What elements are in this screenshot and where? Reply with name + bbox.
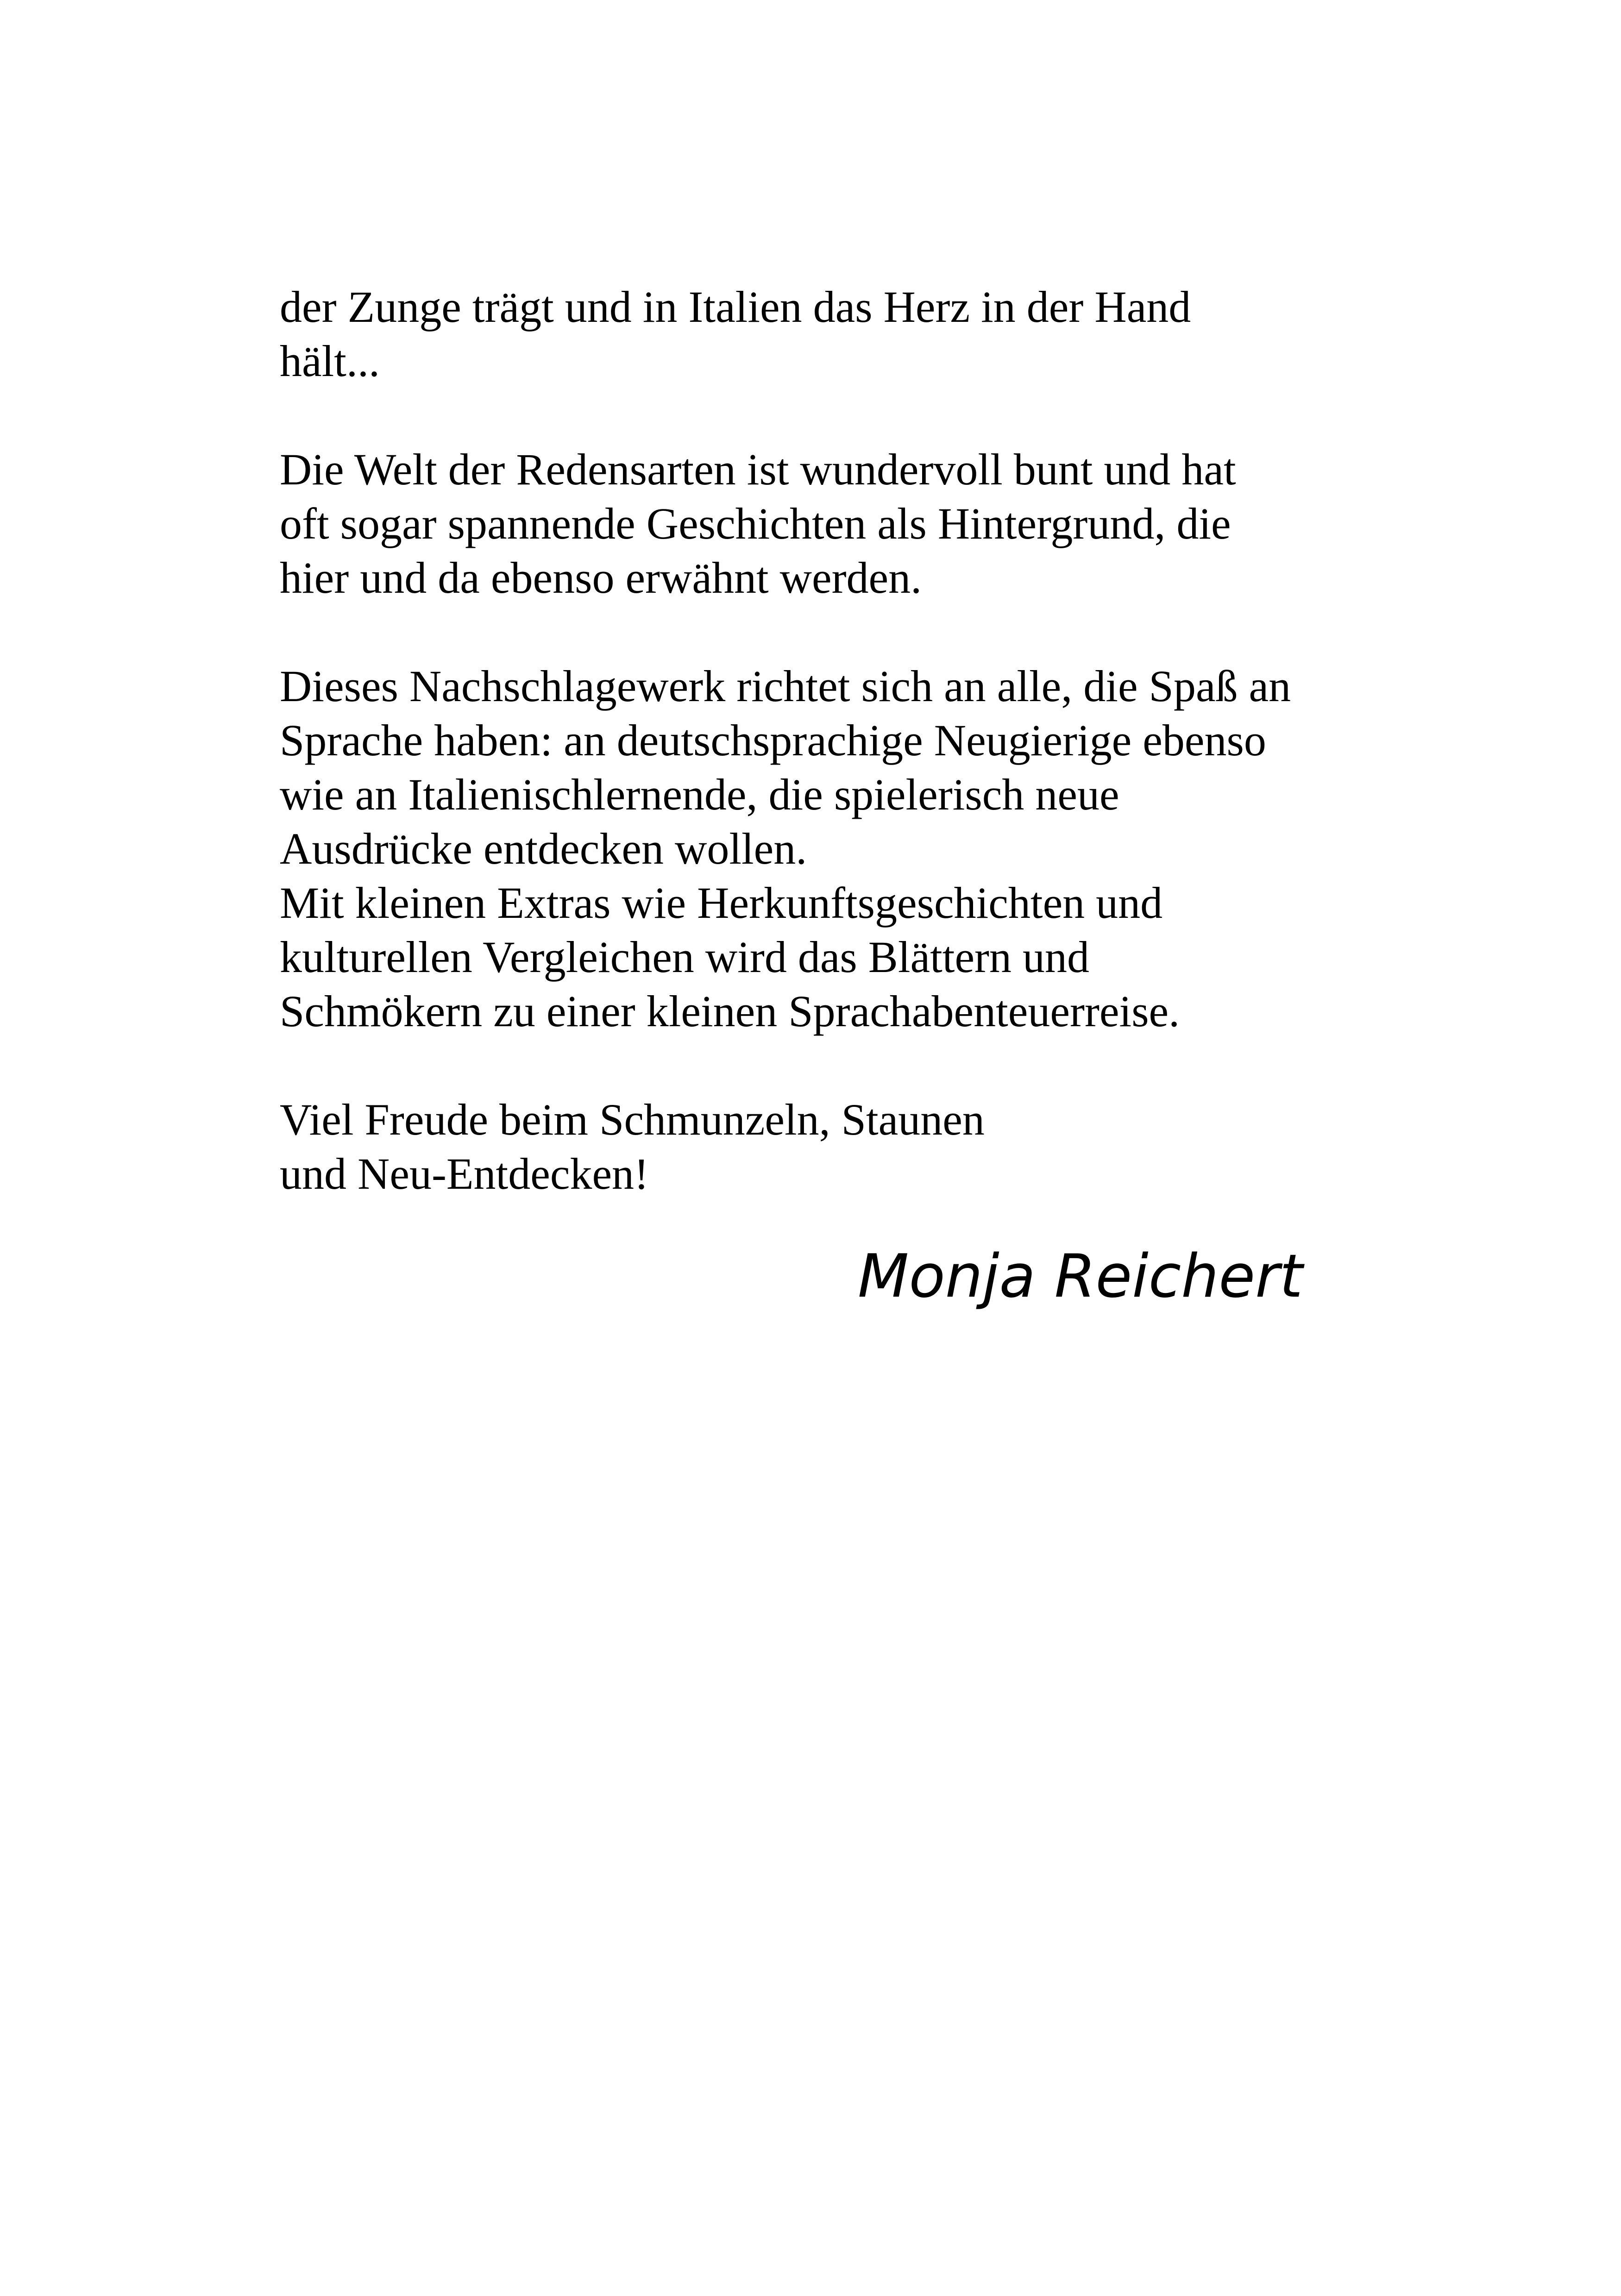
text-line: hält... [280, 336, 380, 386]
text-line: Mit kleinen Extras wie Herkunftsgeschichten und [280, 878, 1163, 928]
paragraph-gap [280, 605, 1391, 659]
paragraph-2 [280, 442, 1391, 605]
text-line: kulturellen Vergleichen wird das Blättern und [280, 932, 1090, 982]
paragraph-1 [280, 280, 1391, 388]
text-line: Die Welt der Redensarten ist wundervoll bunt und hat [280, 445, 1236, 494]
text-line: Dieses Nachschlagewerk richtet sich an alle, die Spaß an [280, 661, 1291, 711]
text-line: wie an Italienischlernende, die spielerisch neue [280, 770, 1119, 819]
text-line: und Neu-Entdecken! [280, 1149, 649, 1198]
paragraph-3 [280, 659, 1391, 1038]
paragraph-gap [280, 1038, 1391, 1092]
text-line: Sprache haben: an deutschsprachige Neugierige ebenso [280, 715, 1266, 765]
paragraph-4 [280, 1092, 1391, 1201]
text-line: Viel Freude beim Schmunzeln, Staunen [280, 1095, 985, 1144]
author-signature: Monja Reichert [858, 1242, 1303, 1311]
text-line: oft sogar spannende Geschichten als Hintergrund, die [280, 499, 1231, 548]
text-line: der Zunge trägt und in Italien das Herz in der Hand [280, 282, 1191, 332]
body-text [280, 280, 1391, 1201]
text-line: hier und da ebenso erwähnt werden. [280, 553, 922, 602]
paragraph-gap [280, 388, 1391, 442]
text-line: Ausdrücke entdecken wollen. [280, 824, 807, 873]
text-line: Schmökern zu einer kleinen Sprachabenteuerreise. [280, 986, 1180, 1036]
